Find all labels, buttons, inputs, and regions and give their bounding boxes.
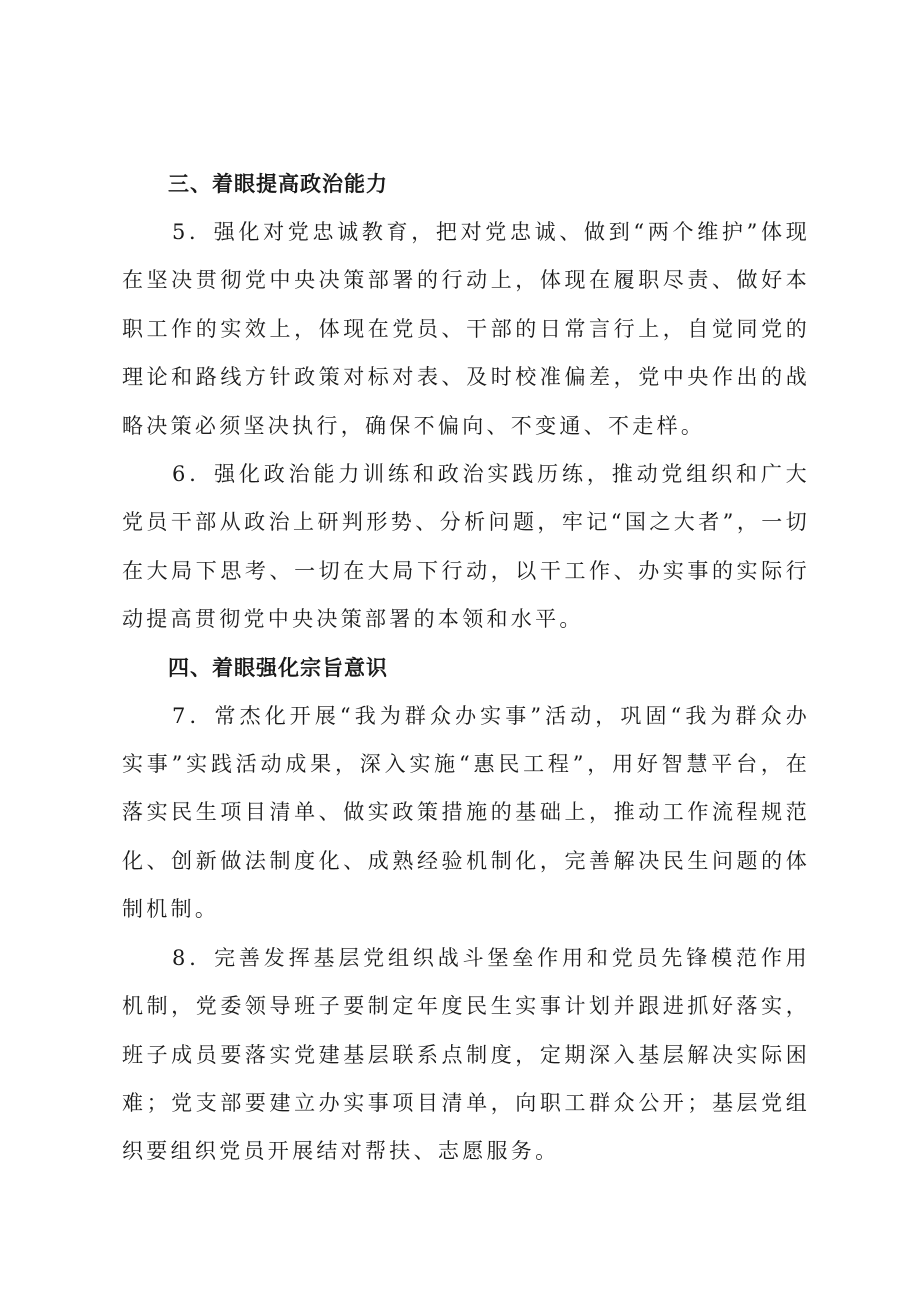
section-heading-3: 三、着眼提高政治能力 bbox=[168, 172, 388, 196]
paragraph-8: 8．完善发挥基层党组织战斗堡垒作用和党员先锋模范作用机制，党委领导班子要制定年度民生实事计划并跟进抓好落实，班子成员要落实党建基层联系点制度，定期深入基层解决实际困难；党支部要建立办实事项目清单，向职工群众公开；基层党组织要组织党员开展结对帮扶、志愿服务。 bbox=[122, 945, 810, 1164]
section-heading-4: 四、着眼强化宗旨意识 bbox=[168, 655, 388, 680]
paragraph-7: 7．常杰化开展“我为群众办实事”活动，巩固“我为群众办实事”实践活动成果，深入实施“惠民工程”，用好智慧平台，在落实民生项目清单、做实政策措施的基础上，推动工作流程规范化、创新做法制度化、成熟经验机制化，完善解决民生问题的体制机制。 bbox=[122, 703, 810, 922]
paragraph-6: 6．强化政治能力训练和政治实践历练，推动党组织和广大党员干部从政治上研判形势、分析问题，牢记“国之大者”，一切在大局下思考、一切在大局下行动，以干工作、办实事的实际行动提高贯彻党中央决策部署的本领和水平。 bbox=[122, 462, 810, 632]
paragraph-5: 5．强化对党忠诚教育，把对党忠诚、做到“两个维护”体现在坚决贯彻党中央决策部署的行动上，体现在履职尽责、做好本职工作的实效上，体现在党员、干部的日常言行上，自觉同党的理论和路线方针政策对标对表、及时校准偏差，党中央作出的战略决策必须坚决执行，确保不偏向、不变通、不走样。 bbox=[122, 220, 810, 438]
document-body bbox=[122, 160, 810, 1176]
